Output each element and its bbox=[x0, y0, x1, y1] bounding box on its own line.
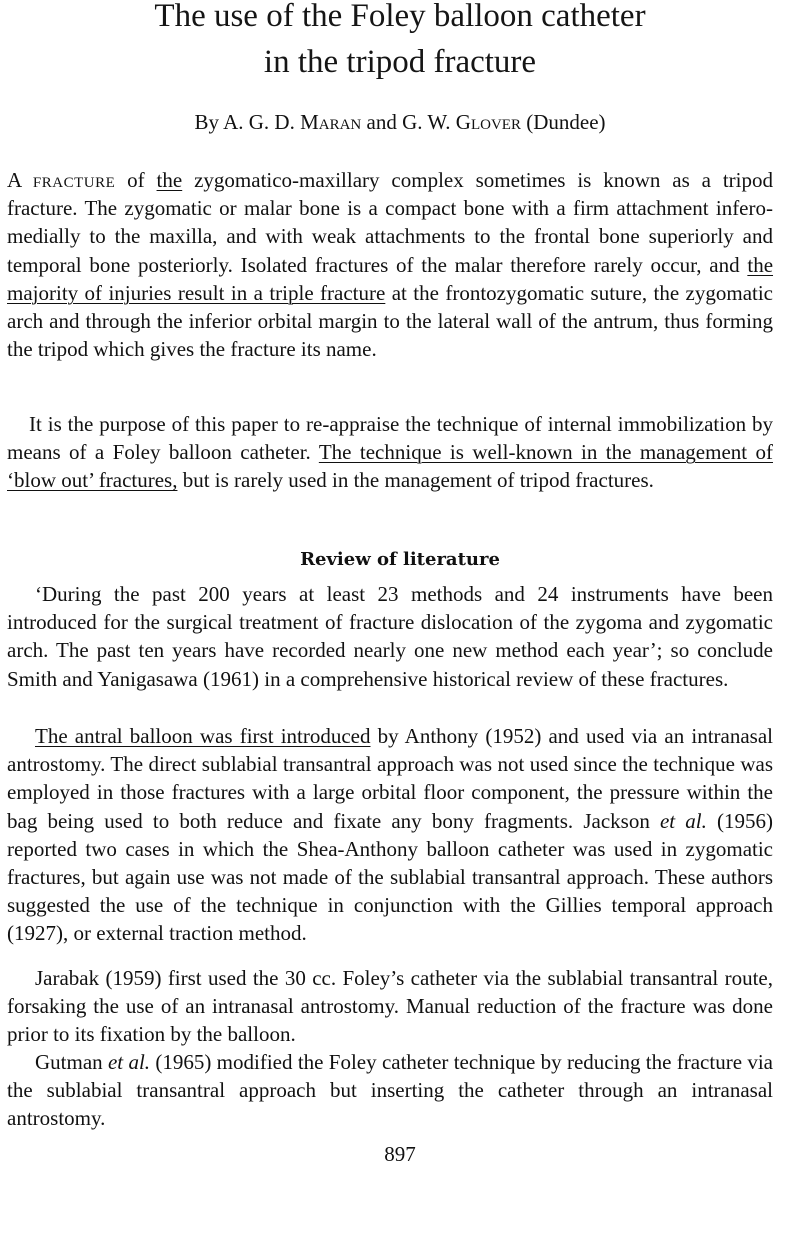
author2-initials: G. W. bbox=[402, 110, 451, 134]
purpose-text-2: but is rarely used in the management of tripod fractures. bbox=[182, 468, 654, 493]
review-paragraph-4 bbox=[7, 1048, 773, 1133]
intro-paragraph bbox=[7, 166, 773, 363]
intro-lead-word: fracture bbox=[32, 168, 116, 192]
intro-underlined-2: the majority of injuries result in a triple fracture bbox=[7, 252, 774, 305]
review-paragraph-2 bbox=[7, 722, 773, 948]
et-al-2: et al. bbox=[107, 1050, 151, 1074]
intro-text-1: of bbox=[127, 168, 145, 192]
purpose-paragraph bbox=[7, 410, 773, 495]
purpose-text-1: It is the purpose of this paper to re-appraise the technique of internal immobilization by means of a Foley balloon catheter. bbox=[7, 412, 773, 465]
intro-underlined-1: the bbox=[156, 168, 183, 192]
article-title-line-1: The use of the Foley balloon catheter bbox=[154, 0, 646, 34]
et-al-1: et al. bbox=[659, 808, 707, 833]
author2-surname: Glover bbox=[455, 110, 521, 134]
byline-location: (Dundee) bbox=[526, 110, 606, 134]
article-title-line-2: in the tripod fracture bbox=[263, 44, 537, 80]
byline-by: By bbox=[194, 110, 219, 134]
intro-lead-a: A bbox=[7, 168, 22, 192]
review-underlined: The antral balloon was first introduced bbox=[35, 724, 371, 748]
purpose-underlined: The technique is well-known in the management of ‘blow out’ fractures, bbox=[7, 440, 773, 493]
section-heading: Review of literature bbox=[300, 549, 500, 570]
byline bbox=[40, 108, 760, 136]
review-text-2c: (1956) reported two cases in which the Shea-Anthony balloon catheter was used in zygomatic fractures, but again use was not made of the sublabial transantral approach. These authors suggested the use of the technique in conjunction with the Gillies temporal approach (1927), or external traction method. bbox=[7, 808, 774, 946]
intro-text-3: at the frontozygomatic suture, the zygomatic arch and through the inferior orbital margin to the lateral wall of the antrum, thus forming the tripod which gives the fracture its name. bbox=[7, 280, 774, 362]
review-text-4a: Gutman bbox=[35, 1050, 103, 1074]
review-text-4b: (1965) modified the Foley catheter technique by reducing the fracture via the sublabial transantral approach but inserting the catheter through an intranasal antrostomy. bbox=[7, 1050, 773, 1131]
byline-and: and bbox=[366, 110, 397, 134]
page-number: 897 bbox=[384, 1142, 416, 1166]
review-paragraph-3: Jarabak (1959) first used the 30 cc. Foley’s catheter via the sublabial transantral route, forsaking the use of an intranasal antrostomy. Manual reduction of the fracture was done prior to its fixation by the balloon. bbox=[7, 966, 773, 1047]
intro-text-2: zygomatico-maxillary complex sometimes is known as a tripod fracture. The zygomatic or malar bone is a compact bone with a firm attachment infero-medially to the maxilla, and with weak attachments to the frontal bone superiorly and temporal bone posteriorly. Isolated fractures of the malar therefore rarely occur, and bbox=[7, 168, 774, 277]
author1-initials: A. G. D. bbox=[223, 110, 295, 134]
review-paragraph-1: ‘During the past 200 years at least 23 methods and 24 instruments have been introduced for the surgical treatment of fracture dislocation of the zygoma and zygomatic arch. The past ten years have recorded nearly one new method each year’; so conclude Smith and Yanigasawa (1961) in a comprehensive historical review of these fractures. bbox=[7, 582, 773, 691]
review-text-2b: by Anthony (1952) and used via an intranasal antrostomy. The direct sublabial transantral approach was not used since the technique was employed in those fractures with a large orbital floor component, the pressure within the bag being used to both reduce and fixate any bony fragments. Jackson bbox=[7, 724, 774, 833]
author1-surname: Maran bbox=[300, 110, 362, 134]
